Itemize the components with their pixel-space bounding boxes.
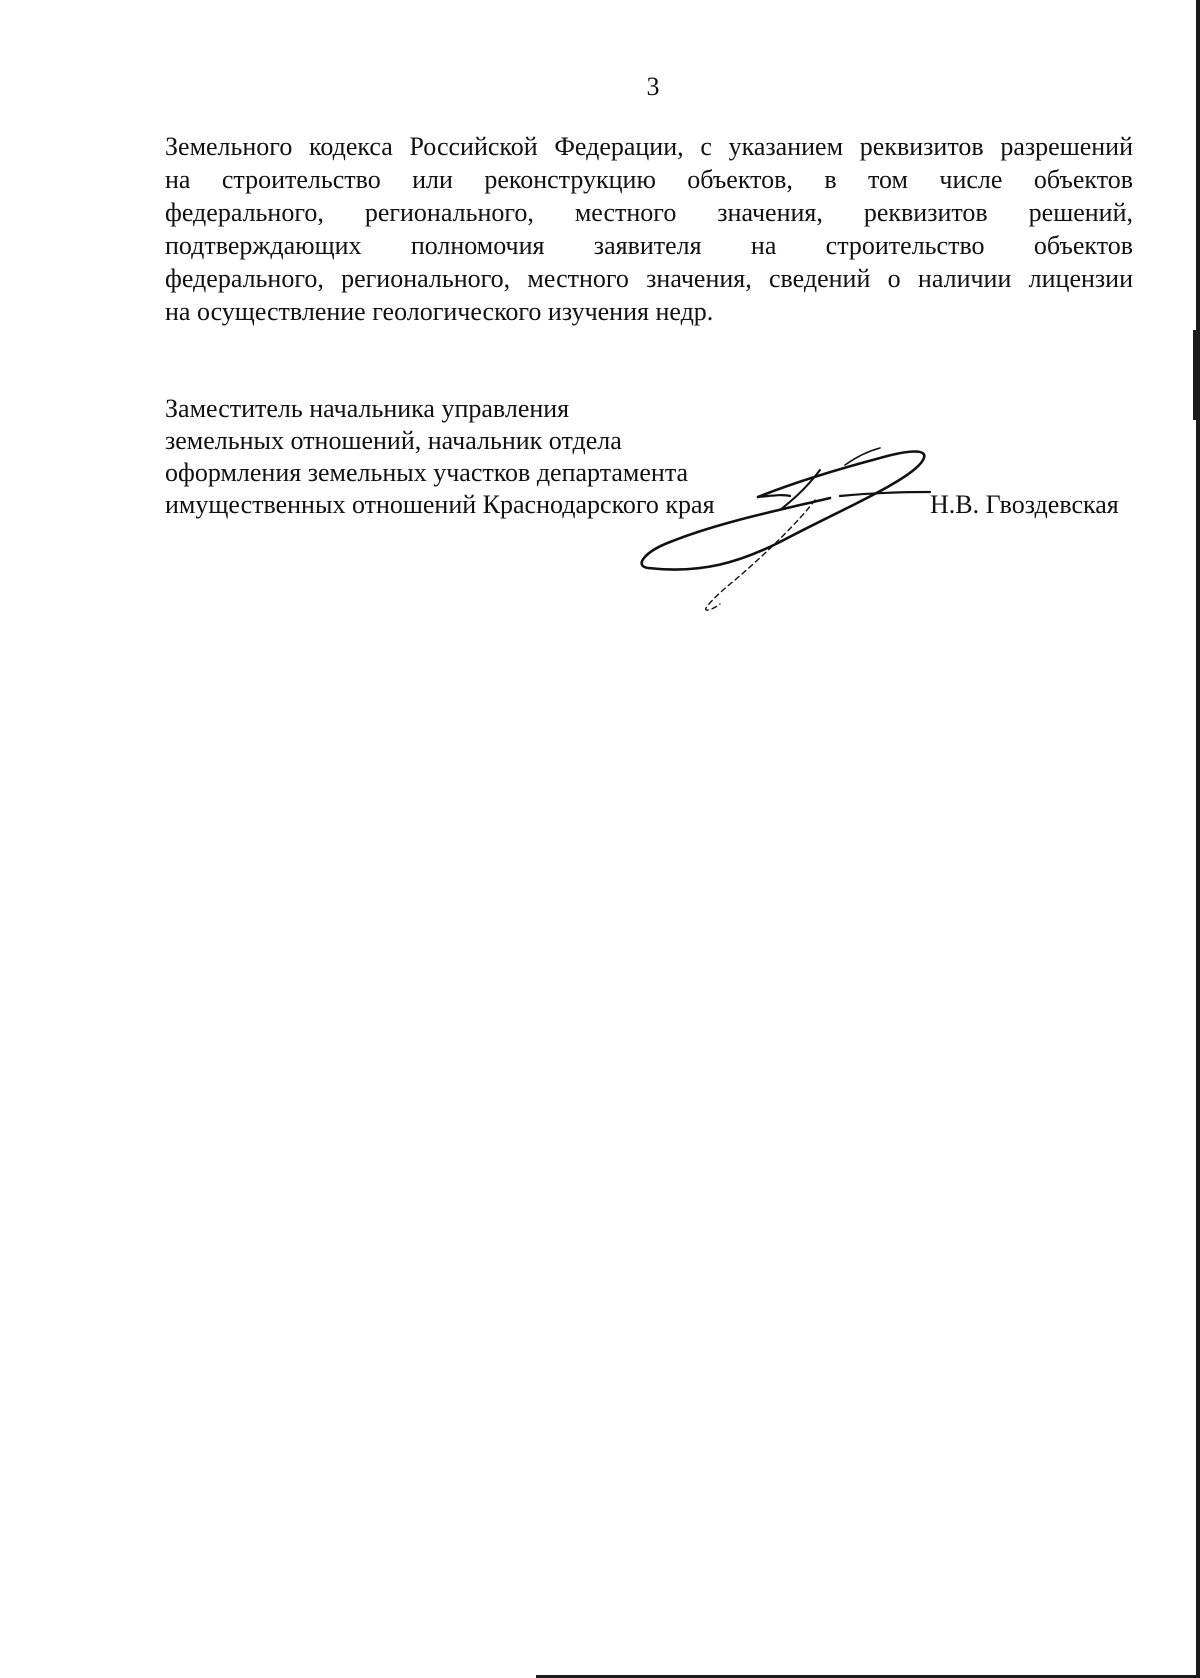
signature-stroke bbox=[840, 492, 930, 496]
signer-position-line: земельных отношений, начальник отдела bbox=[165, 426, 622, 455]
signer-position bbox=[165, 393, 715, 521]
body-line: на строительство или реконструкцию объектов, в том числе объектов bbox=[165, 165, 1133, 194]
signature-stroke bbox=[706, 500, 815, 610]
signer-position-line: оформления земельных участков департамента bbox=[165, 458, 689, 487]
body-line: Земельного кодекса Российской Федерации, с указанием реквизитов разрешений bbox=[165, 132, 1133, 161]
body-line: федерального, регионального, местного значения, реквизитов решений, bbox=[165, 198, 1133, 227]
scan-edge-right bbox=[1196, 0, 1200, 1678]
signer-position-line: Заместитель начальника управления bbox=[165, 394, 570, 423]
body-line: подтверждающих полномочия заявителя на строительство объектов bbox=[165, 231, 1133, 260]
signer-name: Н.В. Гвоздевская bbox=[930, 490, 1119, 519]
page-number: 3 bbox=[646, 72, 660, 101]
signature-stroke bbox=[642, 452, 925, 570]
body-paragraph bbox=[165, 130, 1133, 328]
body-line: федерального, регионального, местного значения, сведений о наличии лицензии bbox=[165, 264, 1133, 293]
scan-edge-mark bbox=[1193, 330, 1196, 420]
body-line: на осуществление геологического изучения недр. bbox=[165, 297, 714, 326]
handwritten-signature bbox=[640, 430, 970, 630]
signer-position-line: имущественных отношений Краснодарского края bbox=[165, 490, 715, 519]
